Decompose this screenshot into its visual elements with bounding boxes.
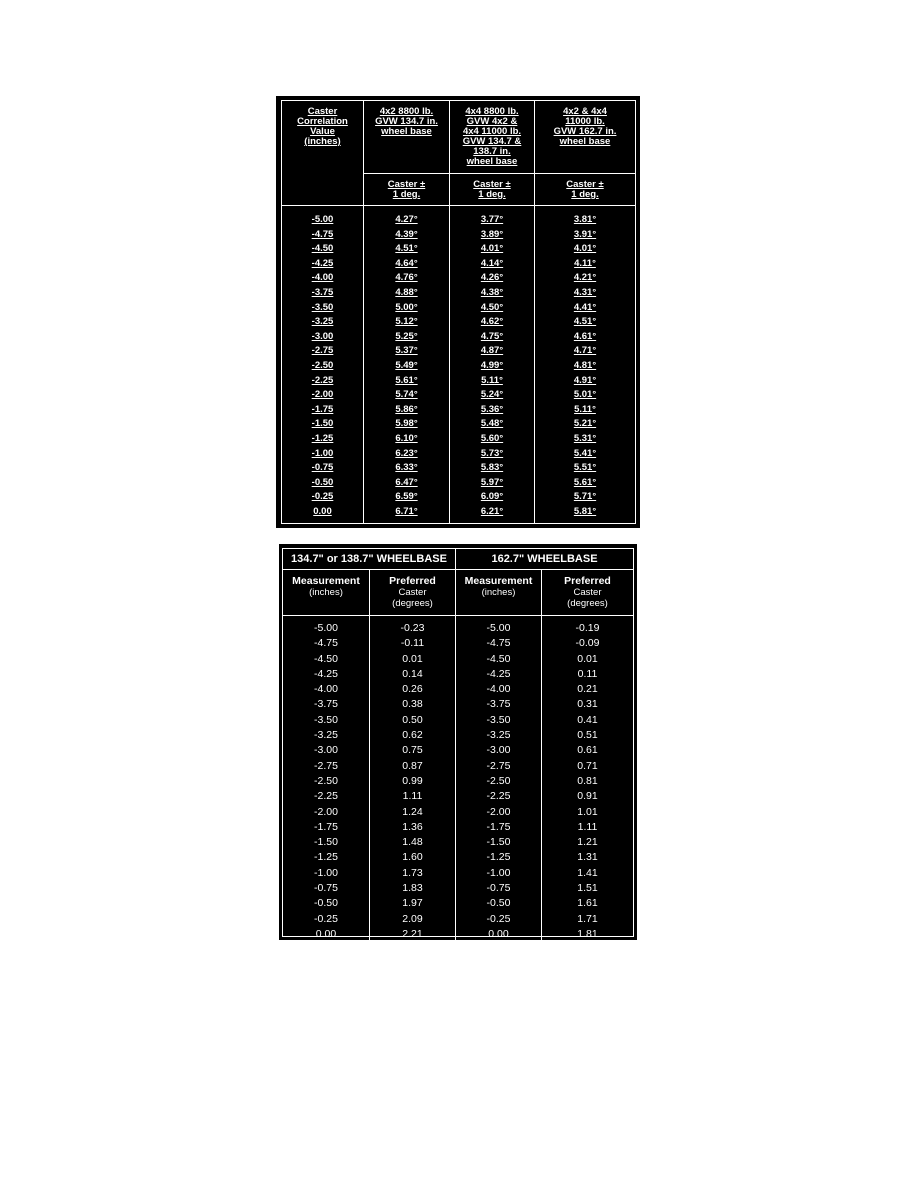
table-cell: 4.01° xyxy=(480,243,504,255)
header-4x2-8800: 4x2 8800 lb. GVW 134.7 in. wheel base xyxy=(364,101,450,173)
table-cell: -1.25 xyxy=(486,851,511,864)
preferred-unit: Caster (degrees) xyxy=(392,587,433,609)
table-cell: -3.75 xyxy=(486,698,511,711)
table-cell: -3.50 xyxy=(314,713,338,726)
table-cell: 1.24 xyxy=(402,805,423,818)
table-cell: 0.87 xyxy=(402,759,423,772)
table-cell: 0.00 xyxy=(315,927,337,940)
table-cell: 4.99° xyxy=(480,359,504,371)
table-cell: -3.00 xyxy=(314,744,338,757)
preferred-caster-columns xyxy=(283,570,633,940)
table-cell: -2.50 xyxy=(314,774,338,787)
table-cell: 5.81° xyxy=(573,505,597,517)
table-cell: 0.41 xyxy=(577,713,598,726)
table-cell: 4.62° xyxy=(480,316,504,328)
table-cell: 6.47° xyxy=(395,476,418,488)
table-cell: -2.00 xyxy=(486,805,511,818)
table-cell: 0.11 xyxy=(577,667,598,680)
table-cell: 5.25° xyxy=(395,330,418,342)
table-cell: 0.14 xyxy=(402,667,423,680)
measurement-header xyxy=(283,570,369,616)
table-cell: 4.88° xyxy=(395,286,418,298)
table-cell: 1.31 xyxy=(577,851,598,864)
table-cell: 5.61° xyxy=(573,476,597,488)
table-cell: 1.51 xyxy=(577,882,598,895)
table-cell: -2.75 xyxy=(486,759,511,772)
table-cell: 6.09° xyxy=(480,491,504,503)
measurement-title: Measurement xyxy=(292,575,360,587)
table-cell: 1.73 xyxy=(402,866,423,879)
header-11000: 4x2 & 4x4 11000 lb. GVW 162.7 in. wheel base xyxy=(553,106,617,147)
table-cell: 1.61 xyxy=(577,897,598,910)
table-cell: -1.25 xyxy=(314,851,338,864)
table-cell: -2.50 xyxy=(311,359,334,371)
table-cell: 0.81 xyxy=(577,774,598,787)
table-cell: -2.50 xyxy=(486,774,511,787)
table-cell: 4.87° xyxy=(480,345,504,357)
table-cell: 0.50 xyxy=(402,713,423,726)
table-cell: 4.50° xyxy=(480,301,504,313)
table-cell: 5.98° xyxy=(395,418,418,430)
table-cell: -3.75 xyxy=(311,286,334,298)
table-cell: 1.48 xyxy=(402,836,423,849)
table-cell: -3.25 xyxy=(486,729,511,742)
preferred-caster-header xyxy=(542,570,633,616)
table-cell: 5.71° xyxy=(573,491,597,503)
table-cell: -3.50 xyxy=(311,301,334,313)
table-cell: -2.75 xyxy=(311,345,334,357)
table-cell: -1.75 xyxy=(311,403,334,415)
table-cell: -3.75 xyxy=(314,698,338,711)
table-cell: 5.41° xyxy=(573,447,597,459)
table-cell: -1.00 xyxy=(314,866,338,879)
table-cell: 0.00 xyxy=(313,505,332,517)
table-cell: -1.50 xyxy=(314,836,338,849)
wheelbase-b-header: 162.7" WHEELBASE xyxy=(491,553,598,565)
table-cell: 0.99 xyxy=(402,774,423,787)
table-cell: -0.09 xyxy=(575,637,600,650)
caster-correlation-table xyxy=(276,96,640,528)
measurement-title: Measurement xyxy=(464,575,533,587)
column-4x2-8800 xyxy=(364,205,450,523)
table-cell: -1.00 xyxy=(486,866,511,879)
table-cell: 3.89° xyxy=(480,228,504,240)
table-cell: -4.00 xyxy=(311,272,334,284)
table-cell: -5.00 xyxy=(314,622,338,634)
subheader-caster-tolerance: Caster ± 1 deg. xyxy=(364,173,450,205)
table-cell: 3.81° xyxy=(573,214,597,225)
table-cell: -4.25 xyxy=(314,667,338,680)
table-cell: -2.25 xyxy=(486,790,511,803)
table-cell: 4.41° xyxy=(573,301,597,313)
table-cell: 2.21 xyxy=(402,927,423,940)
table-cell: -5.00 xyxy=(486,622,511,634)
table-cell: 4.51° xyxy=(573,316,597,328)
table-cell: -2.25 xyxy=(311,374,334,386)
wheelbase-header-row xyxy=(283,549,633,570)
preferred-unit: Caster (degrees) xyxy=(567,587,608,609)
table-cell: 5.97° xyxy=(480,476,504,488)
table-cell: 0.75 xyxy=(402,744,423,757)
table-cell: -0.23 xyxy=(400,622,425,634)
table-cell: -4.75 xyxy=(311,228,334,240)
table-cell: 5.36° xyxy=(480,403,504,415)
table-cell: 3.91° xyxy=(573,228,597,240)
column-caster-a xyxy=(370,570,456,942)
table-cell: 1.41 xyxy=(577,866,598,879)
table-cell: 0.51 xyxy=(577,729,598,742)
table-cell: 1.36 xyxy=(402,820,423,833)
table-cell: -4.50 xyxy=(311,243,334,255)
table-cell: 4.75° xyxy=(480,330,504,342)
table-cell: 4.61° xyxy=(573,330,597,342)
table-cell: -0.11 xyxy=(400,637,425,650)
table-cell: 1.21 xyxy=(577,836,598,849)
table-cell: 5.24° xyxy=(480,389,504,401)
table-cell: 4.39° xyxy=(395,228,418,240)
table-cell: 5.37° xyxy=(395,345,418,357)
table-cell: 5.31° xyxy=(573,432,597,444)
table-cell: 4.76° xyxy=(395,272,418,284)
measurement-unit: (inches) xyxy=(481,587,516,598)
table-cell: 3.77° xyxy=(480,214,504,225)
table-cell: -1.75 xyxy=(486,820,511,833)
table-cell: -4.25 xyxy=(486,667,511,680)
table-cell: 5.60° xyxy=(480,432,504,444)
table-cell: 6.23° xyxy=(395,447,418,459)
table-cell: 0.01 xyxy=(402,652,423,665)
table-cell: -2.00 xyxy=(314,805,338,818)
measurement-header xyxy=(456,570,541,616)
table-cell: -0.25 xyxy=(314,912,338,925)
measurement-a-values xyxy=(283,616,369,942)
table-cell: 4.64° xyxy=(395,257,418,269)
table-cell: -3.25 xyxy=(311,316,334,328)
table-cell: -2.75 xyxy=(314,759,338,772)
table-cell: 4.71° xyxy=(573,345,597,357)
table-cell: 4.21° xyxy=(573,272,597,284)
table-cell: -0.25 xyxy=(311,491,334,503)
table-cell: 5.61° xyxy=(395,374,418,386)
table-cell: 5.01° xyxy=(573,389,597,401)
table-cell: 1.11 xyxy=(402,790,423,803)
table-cell: -2.25 xyxy=(314,790,338,803)
table-cell: -0.25 xyxy=(486,912,511,925)
preferred-caster-header xyxy=(370,570,455,616)
table-cell: -1.00 xyxy=(311,447,334,459)
table-cell: 5.00° xyxy=(395,301,418,313)
table-cell: -0.19 xyxy=(575,622,600,634)
measurement-unit: (inches) xyxy=(309,587,343,598)
caster-a-values xyxy=(370,616,455,942)
table-cell: -4.75 xyxy=(486,637,511,650)
preferred-caster-grid xyxy=(282,548,634,940)
table-cell: 1.83 xyxy=(402,882,423,895)
column-measurement-b xyxy=(456,570,542,942)
column-measurement-a xyxy=(283,570,370,942)
table-cell: 5.12° xyxy=(395,316,418,328)
table-cell: 1.01 xyxy=(577,805,598,818)
table-cell: -3.50 xyxy=(486,713,511,726)
table-cell: -0.75 xyxy=(486,882,511,895)
wheelbase-a-header: 134.7" or 138.7" WHEELBASE xyxy=(283,549,456,569)
caster-b-values xyxy=(542,616,633,942)
table-cell: -4.00 xyxy=(486,683,511,696)
table-cell: 5.74° xyxy=(395,389,418,401)
subheader-caster-tolerance: Caster ± 1 deg. xyxy=(450,173,535,205)
table-cell: 5.21° xyxy=(573,418,597,430)
table-cell: -0.75 xyxy=(314,882,338,895)
table-cell: 4.27° xyxy=(395,214,418,225)
table-cell: 0.26 xyxy=(402,683,423,696)
table-cell: -4.50 xyxy=(486,652,511,665)
table-cell: -0.50 xyxy=(486,897,511,910)
table-cell: 5.86° xyxy=(395,403,418,415)
table-cell: 0.38 xyxy=(402,698,423,711)
table-cell: -0.50 xyxy=(311,476,334,488)
table-cell: 4.01° xyxy=(573,243,597,255)
table-cell: -1.75 xyxy=(314,820,338,833)
table-cell: -2.00 xyxy=(311,389,334,401)
table-cell: -4.25 xyxy=(311,257,334,269)
table-cell: 1.11 xyxy=(577,820,598,833)
table-cell: 4.31° xyxy=(573,286,597,298)
table-cell: -3.25 xyxy=(314,729,338,742)
table-cell: -0.50 xyxy=(314,897,338,910)
table-cell: 6.33° xyxy=(395,462,418,474)
table-cell: 6.71° xyxy=(395,505,418,517)
table-cell: 0.00 xyxy=(488,927,509,940)
preferred-caster-table xyxy=(279,544,637,940)
table-cell: -4.75 xyxy=(314,637,338,650)
table-cell: 5.11° xyxy=(481,374,503,386)
table-cell: 1.71 xyxy=(577,912,598,925)
table-cell: 5.11° xyxy=(574,403,596,415)
column-11000 xyxy=(535,205,635,523)
table-cell: 4.11° xyxy=(574,257,596,269)
table-cell: 5.83° xyxy=(480,462,504,474)
table-cell: 4.14° xyxy=(480,257,504,269)
table-cell: 0.21 xyxy=(577,683,598,696)
column-correlation xyxy=(282,205,364,523)
table-cell: -1.50 xyxy=(311,418,334,430)
measurement-b-values xyxy=(456,616,541,942)
table-cell: 1.81 xyxy=(577,927,598,940)
table-cell: 0.01 xyxy=(577,652,598,665)
table-cell: -3.00 xyxy=(486,744,511,757)
column-4x4-8800 xyxy=(450,205,535,523)
table-cell: 6.21° xyxy=(480,505,504,517)
table-cell: 5.51° xyxy=(573,462,597,474)
table-cell: 5.73° xyxy=(480,447,504,459)
table-cell: 4.91° xyxy=(573,374,597,386)
column-caster-b xyxy=(542,570,633,942)
table-cell: 6.59° xyxy=(395,491,418,503)
table-cell: 4.26° xyxy=(480,272,504,284)
table-cell: 1.60 xyxy=(402,851,423,864)
caster-correlation-grid xyxy=(281,100,636,524)
table-cell: -4.50 xyxy=(314,652,338,665)
table-cell: 5.48° xyxy=(480,418,504,430)
table-cell: 2.09 xyxy=(402,912,423,925)
preferred-title: Preferred xyxy=(389,575,436,587)
table-cell: -3.00 xyxy=(311,330,334,342)
table-cell: 5.49° xyxy=(395,359,418,371)
table-cell: 0.61 xyxy=(577,744,598,757)
subheader-caster-tolerance: Caster ± 1 deg. xyxy=(535,173,635,205)
table-cell: 1.97 xyxy=(402,897,423,910)
header-4x4-8800: 4x4 8800 lb. GVW 4x2 & 4x4 11000 lb. GVW 134.7 & 138.7 in. wheel base xyxy=(450,101,535,173)
table-cell: 4.51° xyxy=(395,243,418,255)
table-cell: 0.71 xyxy=(577,759,598,772)
table-cell: 6.10° xyxy=(395,432,418,444)
table-cell: -5.00 xyxy=(311,214,334,225)
table-cell: -1.50 xyxy=(486,836,511,849)
table-cell: 4.38° xyxy=(480,286,504,298)
table-cell: 0.31 xyxy=(577,698,598,711)
header-correlation-value: Caster Correlation Value (inches) xyxy=(282,101,364,173)
table-cell: -1.25 xyxy=(311,432,334,444)
subheader-blank xyxy=(282,173,364,205)
table-cell: 0.62 xyxy=(402,729,423,742)
preferred-title: Preferred xyxy=(564,575,611,587)
table-cell: -4.00 xyxy=(314,683,338,696)
table-cell: -0.75 xyxy=(311,462,334,474)
table-cell: 0.91 xyxy=(577,790,598,803)
table-cell: 4.81° xyxy=(573,359,597,371)
